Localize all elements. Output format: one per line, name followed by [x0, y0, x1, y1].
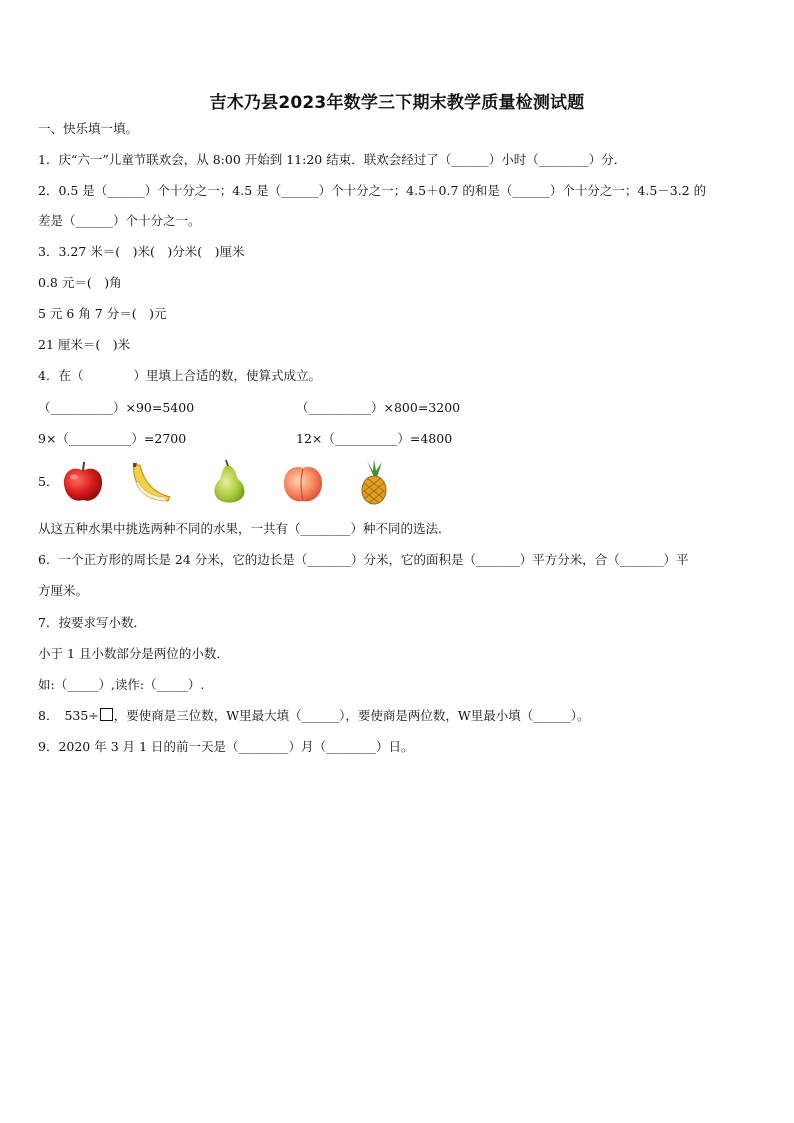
question-7-line-2: 小于 1 且小数部分是两位的小数．: [38, 646, 229, 661]
banana-icon: [128, 459, 174, 505]
question-8-expression: 535÷: [64, 708, 99, 723]
question-8-text: ，要使商是三位数，W里最大填（______），要使商是两位数，W里最小填（______）。: [113, 708, 590, 723]
question-6-line-2: 方厘米。: [38, 583, 89, 598]
question-7-line-1: 7．按要求写小数．: [38, 615, 146, 630]
question-3-line-3: 5 元 6 角 7 分＝( )元: [38, 306, 167, 321]
peach-icon: [280, 459, 326, 505]
blank-square-icon: [100, 708, 113, 721]
question-8: [38, 708, 590, 724]
question-5-number: 5．: [38, 474, 59, 489]
pear-icon: [206, 459, 252, 505]
question-7-line-3: 如:（_____）,读作:（_____）.: [38, 677, 205, 692]
section-heading: 一、快乐填一填。: [38, 121, 139, 136]
question-4: 4．在（ ）里填上合适的数，使算式成立。: [38, 368, 321, 383]
question-9: 9．2020 年 3 月 1 日的前一天是（________）月（________）日。: [38, 739, 414, 754]
question-6-line-1: 6．一个正方形的周长是 24 分米，它的边长是（_______）分米，它的面积是（_______）平方分米，合（_______）平: [38, 552, 689, 567]
question-3-line-1: 3．3.27 米＝( )米( )分米( )厘米: [38, 244, 245, 259]
question-2-line-1: 2．0.5 是（______）个十分之一；4.5 是（______）个十分之一；4.5＋0.7 的和是（______）个十分之一；4.5－3.2 的: [38, 183, 707, 198]
pineapple-icon: [351, 459, 397, 505]
question-4-equation: 12×（__________）=4800: [296, 431, 453, 446]
question-2-line-2: 差是（______）个十分之一。: [38, 213, 201, 228]
question-5-text: 从这五种水果中挑选两种不同的水果，一共有（________）种不同的选法．: [38, 521, 451, 536]
question-4-equation: 9×（__________）=2700: [38, 431, 187, 446]
apple-icon: [60, 459, 106, 505]
question-4-equation: （__________）×90=5400: [38, 400, 195, 415]
question-3-line-4: 21 厘米＝( )米: [38, 337, 131, 352]
question-1: 1．庆“六一”儿童节联欢会，从 8:00 开始到 11:20 结束．联欢会经过了（______）小时（________）分．: [38, 152, 627, 167]
question-4-equation: （__________）×800=3200: [296, 400, 461, 415]
question-8-number: 8．: [38, 708, 59, 723]
question-3-line-2: 0.8 元＝( )角: [38, 275, 122, 290]
page-title: 吉木乃县2023年数学三下期末教学质量检测试题: [209, 93, 585, 113]
